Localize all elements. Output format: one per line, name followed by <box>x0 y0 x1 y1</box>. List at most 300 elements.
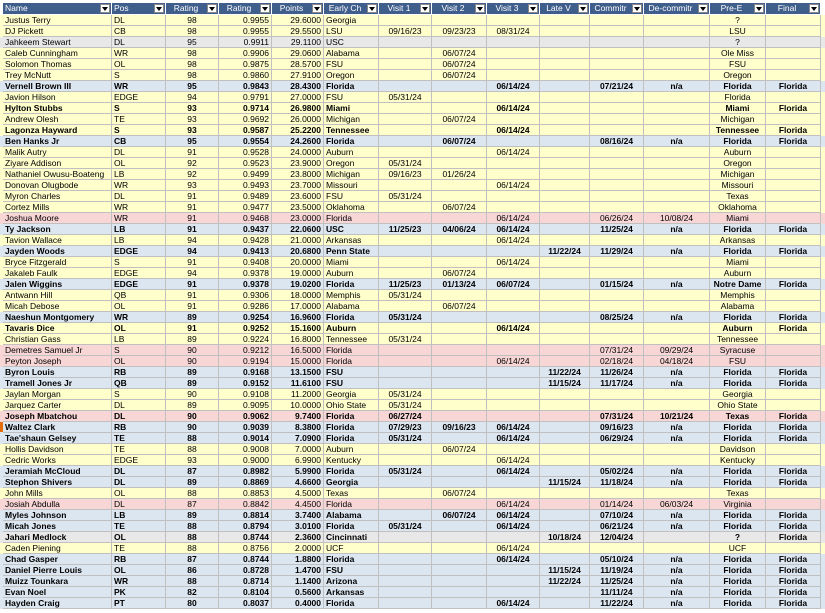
cell-name[interactable]: Jahari Medlock <box>3 532 112 543</box>
cell-rating-score[interactable]: 0.9014 <box>219 433 272 444</box>
cell-visit-3[interactable]: 06/14/24 <box>487 598 540 609</box>
cell-pre-e[interactable]: Florida <box>710 466 766 477</box>
cell-name[interactable]: Hayden Craig <box>3 598 112 609</box>
cell-visit-2[interactable] <box>432 576 487 587</box>
cell-visit-3[interactable]: 06/14/24 <box>487 235 540 246</box>
cell-pos[interactable]: QB <box>112 290 166 301</box>
cell-pos[interactable]: TE <box>112 444 166 455</box>
cell-name[interactable]: Tramell Jones Jr <box>3 378 112 389</box>
cell-commit[interactable] <box>590 59 644 70</box>
cell-points[interactable]: 16.5000 <box>272 345 324 356</box>
cell-decommit[interactable] <box>644 444 710 455</box>
cell-decommit[interactable]: n/a <box>644 587 710 598</box>
cell-visit-3[interactable] <box>487 15 540 26</box>
cell-visit-1[interactable] <box>379 444 432 455</box>
cell-visit-1[interactable] <box>379 576 432 587</box>
cell-name[interactable]: Hylton Stubbs <box>3 103 112 114</box>
cell-final[interactable]: Florida <box>766 466 821 477</box>
cell-rating[interactable]: 89 <box>166 312 219 323</box>
cell-early-ch[interactable]: Arkansas <box>324 235 379 246</box>
cell-visit-3[interactable]: 06/07/24 <box>487 279 540 290</box>
cell-commit[interactable] <box>590 455 644 466</box>
cell-decommit[interactable]: 06/03/24 <box>644 499 710 510</box>
cell-points[interactable]: 16.9600 <box>272 312 324 323</box>
cell-visit-2[interactable] <box>432 356 487 367</box>
cell-visit-2[interactable] <box>432 532 487 543</box>
cell-visit-2[interactable]: 04/06/24 <box>432 224 487 235</box>
cell-points[interactable]: 28.5700 <box>272 59 324 70</box>
cell-points[interactable]: 11.2000 <box>272 389 324 400</box>
cell-points[interactable]: 13.1500 <box>272 367 324 378</box>
cell-rating[interactable]: 88 <box>166 576 219 587</box>
cell-rating-score[interactable]: 0.9039 <box>219 422 272 433</box>
cell-decommit[interactable] <box>644 147 710 158</box>
cell-commit[interactable]: 08/16/24 <box>590 136 644 147</box>
cell-points[interactable]: 3.0100 <box>272 521 324 532</box>
cell-visit-1[interactable] <box>379 554 432 565</box>
cell-visit-1[interactable]: 09/16/23 <box>379 26 432 37</box>
filter-dropdown-icon[interactable] <box>632 4 642 13</box>
cell-pre-e[interactable]: ? <box>710 15 766 26</box>
cell-pre-e[interactable]: Notre Dame <box>710 279 766 290</box>
cell-pre-e[interactable]: Oregon <box>710 70 766 81</box>
cell-early-ch[interactable]: Florida <box>324 312 379 323</box>
cell-visit-3[interactable]: 06/14/24 <box>487 521 540 532</box>
cell-points[interactable]: 29.6000 <box>272 15 324 26</box>
cell-rating-score[interactable]: 0.9528 <box>219 147 272 158</box>
cell-rating[interactable]: 93 <box>166 103 219 114</box>
cell-visit-2[interactable]: 09/23/23 <box>432 26 487 37</box>
column-header-pre-e[interactable] <box>710 3 766 14</box>
cell-name[interactable]: Malik Autry <box>3 147 112 158</box>
cell-commit[interactable]: 01/14/24 <box>590 499 644 510</box>
cell-early-ch[interactable]: Arkansas <box>324 587 379 598</box>
cell-early-ch[interactable]: Georgia <box>324 477 379 488</box>
cell-visit-1[interactable] <box>379 598 432 609</box>
cell-visit-1[interactable] <box>379 15 432 26</box>
cell-pre-e[interactable]: Oregon <box>710 158 766 169</box>
cell-visit-2[interactable] <box>432 345 487 356</box>
cell-decommit[interactable]: n/a <box>644 433 710 444</box>
cell-visit-2[interactable] <box>432 213 487 224</box>
cell-visit-1[interactable] <box>379 213 432 224</box>
cell-visit-2[interactable] <box>432 378 487 389</box>
cell-late-visit[interactable] <box>540 499 590 510</box>
cell-name[interactable]: Evan Noel <box>3 587 112 598</box>
cell-late-visit[interactable] <box>540 81 590 92</box>
cell-visit-2[interactable]: 01/26/24 <box>432 169 487 180</box>
cell-commit[interactable]: 11/19/24 <box>590 565 644 576</box>
cell-commit[interactable]: 11/22/24 <box>590 598 644 609</box>
cell-late-visit[interactable] <box>540 510 590 521</box>
table-row[interactable] <box>0 334 825 345</box>
table-row[interactable] <box>0 59 825 70</box>
cell-name[interactable]: Chad Gasper <box>3 554 112 565</box>
cell-decommit[interactable]: 04/18/24 <box>644 356 710 367</box>
table-row[interactable] <box>0 268 825 279</box>
cell-pre-e[interactable]: Auburn <box>710 147 766 158</box>
cell-late-visit[interactable] <box>540 48 590 59</box>
cell-visit-1[interactable] <box>379 323 432 334</box>
cell-commit[interactable]: 11/25/24 <box>590 576 644 587</box>
cell-early-ch[interactable]: Alabama <box>324 510 379 521</box>
cell-late-visit[interactable]: 11/22/24 <box>540 576 590 587</box>
cell-rating-score[interactable]: 0.9254 <box>219 312 272 323</box>
cell-visit-3[interactable] <box>487 70 540 81</box>
cell-final[interactable] <box>766 499 821 510</box>
cell-early-ch[interactable]: FSU <box>324 367 379 378</box>
cell-visit-1[interactable]: 05/31/24 <box>379 158 432 169</box>
cell-commit[interactable]: 11/29/24 <box>590 246 644 257</box>
cell-name[interactable]: Peyton Joseph <box>3 356 112 367</box>
cell-early-ch[interactable]: Florida <box>324 422 379 433</box>
cell-rating[interactable]: 88 <box>166 543 219 554</box>
table-row[interactable] <box>0 488 825 499</box>
cell-rating-score[interactable]: 0.9437 <box>219 224 272 235</box>
cell-decommit[interactable] <box>644 59 710 70</box>
cell-visit-1[interactable]: 07/29/23 <box>379 422 432 433</box>
cell-visit-2[interactable] <box>432 246 487 257</box>
cell-commit[interactable] <box>590 103 644 114</box>
cell-decommit[interactable] <box>644 26 710 37</box>
cell-pre-e[interactable]: Miami <box>710 103 766 114</box>
cell-name[interactable]: Antwann Hill <box>3 290 112 301</box>
cell-rating[interactable]: 90 <box>166 345 219 356</box>
cell-rating[interactable]: 89 <box>166 510 219 521</box>
cell-name[interactable]: Jahkeem Stewart <box>3 37 112 48</box>
cell-rating-score[interactable]: 0.8744 <box>219 532 272 543</box>
cell-visit-2[interactable]: 06/07/24 <box>432 444 487 455</box>
cell-visit-2[interactable] <box>432 400 487 411</box>
cell-decommit[interactable]: n/a <box>644 422 710 433</box>
cell-visit-1[interactable] <box>379 180 432 191</box>
cell-rating-score[interactable]: 0.9378 <box>219 279 272 290</box>
cell-final[interactable] <box>766 455 821 466</box>
cell-visit-3[interactable] <box>487 59 540 70</box>
cell-late-visit[interactable] <box>540 433 590 444</box>
cell-late-visit[interactable]: 11/15/24 <box>540 378 590 389</box>
cell-name[interactable]: John Mills <box>3 488 112 499</box>
cell-visit-1[interactable] <box>379 510 432 521</box>
cell-decommit[interactable] <box>644 202 710 213</box>
cell-visit-3[interactable]: 06/14/24 <box>487 257 540 268</box>
column-header-rating-score[interactable] <box>219 3 272 14</box>
cell-name[interactable]: Tavaris Dice <box>3 323 112 334</box>
cell-points[interactable]: 11.6100 <box>272 378 324 389</box>
cell-name[interactable]: Christian Gass <box>3 334 112 345</box>
cell-pos[interactable]: S <box>112 103 166 114</box>
table-row[interactable] <box>0 114 825 125</box>
cell-commit[interactable]: 02/18/24 <box>590 356 644 367</box>
cell-final[interactable] <box>766 334 821 345</box>
cell-late-visit[interactable] <box>540 389 590 400</box>
cell-visit-1[interactable] <box>379 543 432 554</box>
cell-pre-e[interactable]: Texas <box>710 488 766 499</box>
column-header-final[interactable] <box>766 3 821 14</box>
cell-rating-score[interactable]: 0.8714 <box>219 576 272 587</box>
filter-dropdown-icon[interactable] <box>260 4 270 13</box>
cell-decommit[interactable] <box>644 323 710 334</box>
cell-pre-e[interactable]: Syracuse <box>710 345 766 356</box>
cell-pos[interactable]: S <box>112 70 166 81</box>
cell-name[interactable]: Trey McNutt <box>3 70 112 81</box>
cell-pos[interactable]: WR <box>112 48 166 59</box>
cell-visit-3[interactable]: 06/14/24 <box>487 554 540 565</box>
cell-late-visit[interactable]: 11/15/24 <box>540 565 590 576</box>
cell-visit-1[interactable] <box>379 356 432 367</box>
cell-visit-3[interactable] <box>487 158 540 169</box>
cell-pos[interactable]: DL <box>112 15 166 26</box>
column-header-name[interactable] <box>3 3 112 14</box>
cell-early-ch[interactable]: Tennessee <box>324 334 379 345</box>
cell-early-ch[interactable]: FSU <box>324 92 379 103</box>
cell-pos[interactable]: CB <box>112 26 166 37</box>
cell-commit[interactable]: 08/25/24 <box>590 312 644 323</box>
cell-final[interactable]: Florida <box>766 323 821 334</box>
cell-rating[interactable]: 93 <box>166 114 219 125</box>
cell-rating[interactable]: 88 <box>166 532 219 543</box>
cell-visit-1[interactable]: 06/27/24 <box>379 411 432 422</box>
cell-visit-1[interactable]: 09/16/23 <box>379 169 432 180</box>
cell-rating-score[interactable]: 0.8842 <box>219 499 272 510</box>
cell-final[interactable] <box>766 70 821 81</box>
cell-visit-1[interactable] <box>379 114 432 125</box>
cell-rating-score[interactable]: 0.8853 <box>219 488 272 499</box>
cell-pre-e[interactable]: Ole Miss <box>710 48 766 59</box>
cell-final[interactable]: Florida <box>766 103 821 114</box>
cell-visit-2[interactable] <box>432 411 487 422</box>
cell-visit-2[interactable]: 06/07/24 <box>432 510 487 521</box>
filter-dropdown-icon[interactable] <box>698 4 708 13</box>
cell-late-visit[interactable] <box>540 587 590 598</box>
cell-early-ch[interactable]: Oklahoma <box>324 202 379 213</box>
cell-visit-2[interactable] <box>432 598 487 609</box>
cell-commit[interactable] <box>590 290 644 301</box>
cell-late-visit[interactable] <box>540 543 590 554</box>
cell-rating[interactable]: 87 <box>166 554 219 565</box>
cell-decommit[interactable] <box>644 15 710 26</box>
cell-rating-score[interactable]: 0.8794 <box>219 521 272 532</box>
cell-final[interactable] <box>766 37 821 48</box>
cell-decommit[interactable]: 10/08/24 <box>644 213 710 224</box>
cell-rating-score[interactable]: 0.9194 <box>219 356 272 367</box>
cell-late-visit[interactable] <box>540 103 590 114</box>
cell-visit-3[interactable] <box>487 114 540 125</box>
cell-early-ch[interactable]: Memphis <box>324 290 379 301</box>
table-row[interactable] <box>0 169 825 180</box>
cell-decommit[interactable] <box>644 389 710 400</box>
cell-commit[interactable] <box>590 125 644 136</box>
cell-rating[interactable]: 89 <box>166 378 219 389</box>
cell-name[interactable]: Jayden Woods <box>3 246 112 257</box>
cell-pre-e[interactable]: Miami <box>710 213 766 224</box>
cell-final[interactable]: Florida <box>766 521 821 532</box>
cell-pre-e[interactable]: Florida <box>710 587 766 598</box>
cell-decommit[interactable]: n/a <box>644 477 710 488</box>
cell-pos[interactable]: RB <box>112 367 166 378</box>
cell-final[interactable]: Florida <box>766 477 821 488</box>
cell-visit-2[interactable] <box>432 147 487 158</box>
cell-early-ch[interactable]: LSU <box>324 26 379 37</box>
cell-final[interactable] <box>766 356 821 367</box>
cell-final[interactable] <box>766 543 821 554</box>
cell-visit-1[interactable]: 05/31/24 <box>379 400 432 411</box>
cell-late-visit[interactable] <box>540 554 590 565</box>
filter-dropdown-icon[interactable] <box>420 4 430 13</box>
cell-visit-1[interactable]: 05/31/24 <box>379 466 432 477</box>
cell-visit-3[interactable]: 06/14/24 <box>487 213 540 224</box>
cell-rating-score[interactable]: 0.9212 <box>219 345 272 356</box>
cell-pre-e[interactable]: Florida <box>710 367 766 378</box>
cell-late-visit[interactable] <box>540 312 590 323</box>
cell-rating-score[interactable]: 0.9692 <box>219 114 272 125</box>
cell-pos[interactable]: RB <box>112 554 166 565</box>
cell-final[interactable]: Florida <box>766 554 821 565</box>
cell-late-visit[interactable] <box>540 268 590 279</box>
cell-decommit[interactable] <box>644 191 710 202</box>
cell-visit-2[interactable] <box>432 125 487 136</box>
cell-visit-3[interactable] <box>487 246 540 257</box>
cell-decommit[interactable]: n/a <box>644 367 710 378</box>
cell-visit-2[interactable]: 06/07/24 <box>432 114 487 125</box>
cell-pos[interactable]: PK <box>112 587 166 598</box>
cell-visit-1[interactable] <box>379 257 432 268</box>
cell-pre-e[interactable]: Miami <box>710 257 766 268</box>
cell-rating-score[interactable]: 0.9224 <box>219 334 272 345</box>
cell-points[interactable]: 27.0000 <box>272 92 324 103</box>
cell-early-ch[interactable]: Florida <box>324 345 379 356</box>
table-row[interactable] <box>0 103 825 114</box>
cell-points[interactable]: 29.1100 <box>272 37 324 48</box>
cell-rating[interactable]: 98 <box>166 15 219 26</box>
cell-final[interactable] <box>766 444 821 455</box>
cell-late-visit[interactable] <box>540 15 590 26</box>
cell-rating[interactable]: 93 <box>166 455 219 466</box>
cell-rating[interactable]: 93 <box>166 125 219 136</box>
cell-visit-3[interactable]: 06/14/24 <box>487 323 540 334</box>
cell-visit-2[interactable] <box>432 521 487 532</box>
cell-decommit[interactable]: n/a <box>644 466 710 477</box>
cell-visit-2[interactable] <box>432 389 487 400</box>
cell-pos[interactable]: OL <box>112 59 166 70</box>
cell-final[interactable] <box>766 48 821 59</box>
cell-final[interactable]: Florida <box>766 510 821 521</box>
cell-rating[interactable]: 98 <box>166 26 219 37</box>
cell-points[interactable]: 2.3600 <box>272 532 324 543</box>
cell-pre-e[interactable]: Florida <box>710 477 766 488</box>
cell-pre-e[interactable]: Florida <box>710 510 766 521</box>
column-header-commit[interactable] <box>590 3 644 14</box>
table-row[interactable] <box>0 15 825 26</box>
cell-visit-3[interactable] <box>487 202 540 213</box>
cell-visit-3[interactable]: 06/14/24 <box>487 433 540 444</box>
cell-visit-1[interactable]: 05/31/24 <box>379 191 432 202</box>
table-row[interactable] <box>0 554 825 565</box>
cell-commit[interactable] <box>590 301 644 312</box>
cell-decommit[interactable] <box>644 455 710 466</box>
table-row[interactable] <box>0 290 825 301</box>
cell-late-visit[interactable] <box>540 114 590 125</box>
cell-rating-score[interactable]: 0.9493 <box>219 180 272 191</box>
cell-pre-e[interactable]: Florida <box>710 81 766 92</box>
cell-visit-2[interactable] <box>432 81 487 92</box>
cell-rating-score[interactable]: 0.9062 <box>219 411 272 422</box>
cell-name[interactable]: Joseph Mbatchou <box>3 411 112 422</box>
cell-rating[interactable]: 89 <box>166 367 219 378</box>
cell-pre-e[interactable]: Arkansas <box>710 235 766 246</box>
cell-pre-e[interactable]: Memphis <box>710 290 766 301</box>
cell-commit[interactable] <box>590 169 644 180</box>
cell-name[interactable]: Hollis Davidson <box>3 444 112 455</box>
cell-visit-1[interactable] <box>379 235 432 246</box>
cell-pos[interactable]: WR <box>112 213 166 224</box>
cell-visit-3[interactable]: 06/14/24 <box>487 180 540 191</box>
cell-early-ch[interactable]: Oregon <box>324 70 379 81</box>
filter-dropdown-icon[interactable] <box>578 4 588 13</box>
cell-name[interactable]: Ben Hanks Jr <box>3 136 112 147</box>
table-row[interactable] <box>0 48 825 59</box>
cell-points[interactable]: 29.5500 <box>272 26 324 37</box>
cell-visit-3[interactable] <box>487 576 540 587</box>
column-header-decommit[interactable] <box>644 3 710 14</box>
cell-pos[interactable]: LB <box>112 235 166 246</box>
cell-pre-e[interactable]: Auburn <box>710 268 766 279</box>
filter-dropdown-icon[interactable] <box>475 4 485 13</box>
cell-rating[interactable]: 91 <box>166 257 219 268</box>
cell-final[interactable]: Florida <box>766 312 821 323</box>
cell-rating-score[interactable]: 0.9378 <box>219 268 272 279</box>
cell-rating-score[interactable]: 0.9008 <box>219 444 272 455</box>
cell-final[interactable]: Florida <box>766 565 821 576</box>
cell-name[interactable]: Javion Hilson <box>3 92 112 103</box>
cell-final[interactable]: Florida <box>766 367 821 378</box>
cell-rating[interactable]: 94 <box>166 235 219 246</box>
cell-final[interactable] <box>766 400 821 411</box>
cell-points[interactable]: 1.4700 <box>272 565 324 576</box>
cell-rating[interactable]: 91 <box>166 191 219 202</box>
cell-rating[interactable]: 95 <box>166 136 219 147</box>
cell-commit[interactable]: 06/29/24 <box>590 433 644 444</box>
cell-early-ch[interactable]: Auburn <box>324 147 379 158</box>
cell-pre-e[interactable]: Florida <box>710 433 766 444</box>
cell-decommit[interactable] <box>644 268 710 279</box>
cell-final[interactable]: Florida <box>766 125 821 136</box>
cell-name[interactable]: Solomon Thomas <box>3 59 112 70</box>
cell-early-ch[interactable]: Alabama <box>324 301 379 312</box>
cell-visit-3[interactable] <box>487 191 540 202</box>
cell-late-visit[interactable] <box>540 70 590 81</box>
cell-pos[interactable]: TE <box>112 521 166 532</box>
cell-decommit[interactable]: n/a <box>644 136 710 147</box>
cell-points[interactable]: 20.0000 <box>272 257 324 268</box>
cell-visit-3[interactable]: 06/14/24 <box>487 125 540 136</box>
cell-visit-2[interactable] <box>432 290 487 301</box>
cell-pre-e[interactable]: Kentucky <box>710 455 766 466</box>
cell-late-visit[interactable] <box>540 213 590 224</box>
cell-commit[interactable]: 09/16/23 <box>590 422 644 433</box>
cell-commit[interactable] <box>590 444 644 455</box>
cell-rating-score[interactable]: 0.9168 <box>219 367 272 378</box>
cell-points[interactable]: 7.0000 <box>272 444 324 455</box>
cell-visit-1[interactable]: 05/31/24 <box>379 312 432 323</box>
cell-early-ch[interactable]: FSU <box>324 59 379 70</box>
cell-rating-score[interactable]: 0.9955 <box>219 15 272 26</box>
cell-visit-1[interactable] <box>379 488 432 499</box>
cell-pre-e[interactable]: Florida <box>710 521 766 532</box>
cell-pos[interactable]: OL <box>112 532 166 543</box>
cell-commit[interactable]: 11/25/24 <box>590 224 644 235</box>
cell-rating-score[interactable]: 0.8814 <box>219 510 272 521</box>
